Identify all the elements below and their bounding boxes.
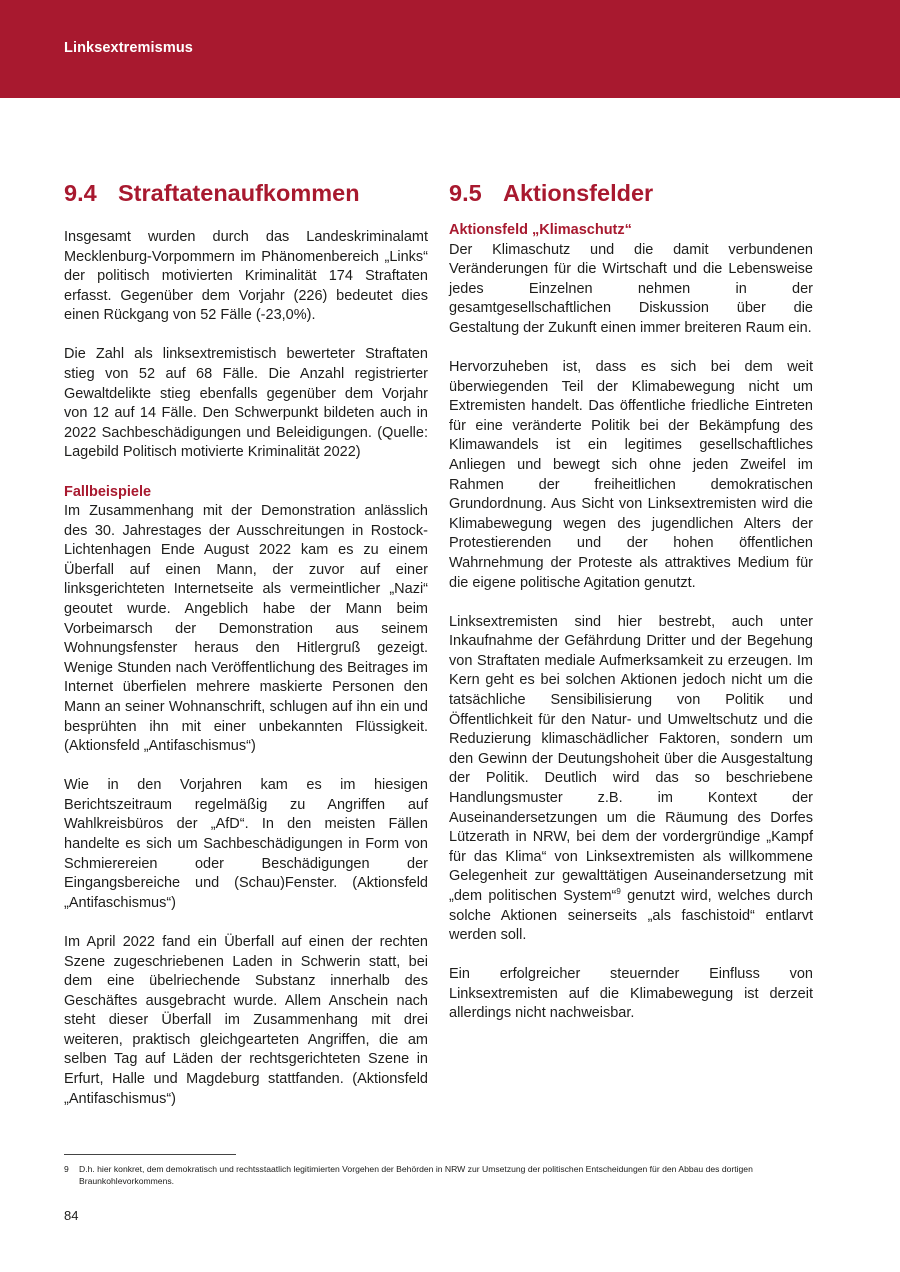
section-title: Straftatenaufkommen: [118, 180, 360, 206]
page-number: 84: [64, 1208, 79, 1223]
section-title: Aktionsfelder: [503, 180, 654, 206]
right-column: [449, 178, 813, 1043]
section-heading-9-4: [64, 178, 428, 208]
footnote: [64, 1163, 814, 1187]
paragraph: Im April 2022 fand ein Überfall auf einen der rechten Szene zugeschriebenen Laden in Schwerin statt, bei dem eine übelriechende Substanz innerhalb des Geschäftes ausgebracht wurde. Allem Anschein nach steht dieser Überfall im Zusammenhang mit drei weiteren, praktisch gleichgearteten Angriffen, die am selben Tag auf Läden der rechtsgerichteten Szene in Erfurt, Halle und Magdeburg stattfanden. (Aktionsfeld „Antifaschismus“): [64, 933, 428, 1107]
header-band: [0, 0, 900, 98]
paragraph: Ein erfolgreicher steuernder Einfluss von Linksextremisten auf die Klimabewegung ist derzeit allerdings nicht nachweisbar.: [449, 966, 813, 1022]
footnote-divider: [64, 1154, 236, 1155]
paragraph-text: Linksextremisten sind hier bestrebt, auch unter Inkaufnahme der Gefährdung Dritter und der Begehung von Straftaten mediale Aufmerksamkeit zu erzeugen. Im Kern geht es bei solchen Aktionen jedoch nicht um die tatsächliche Sensibilisierung von Politik und Öffentlichkeit für den Natur- und Umweltschutz und die Reduzierung klimaschädlicher Faktoren, sondern um den Gewinn der Deutungshoheit über die Ausgestaltung der Politik. Deutlich wird das so beschriebene Handlungsmuster z.B. im Kontext der Auseinandersetzungen um die Räumung des Dorfes Lützerath in NRW, bei dem der vordergründige „Kampf für das Klima“ von Linksextremisten als willkommene Gelegenheit zur gewalttätigen Auseinandersetzung mit „dem politischen System“: [449, 613, 813, 904]
footnote-text: D.h. hier konkret, dem demokratisch und rechtsstaatlich legitimierten Vorgehen der Behörden in NRW zur Umsetzung der politischen Entscheidungen für den Abbau des dortigen Braunkohlevorkommens.: [79, 1164, 753, 1186]
running-header-title: Linksextremismus: [64, 40, 193, 56]
subheading-fallbeispiele: Fallbeispiele: [64, 483, 152, 500]
paragraph: Wie in den Vorjahren kam es im hiesigen Berichtszeitraum regelmäßig zu Angriffen auf Wahlkreisbüros der „AfD“. In den meisten Fällen handelte es sich um Sachbeschädigungen in Form von Schmierereien oder Beschädigungen der Eingangsbereiche und (Schau)Fenster. (Aktionsfeld „Antifaschismus“): [64, 777, 428, 911]
footnote-reference[interactable]: 9: [616, 887, 621, 897]
paragraph-with-footnote-ref: [449, 613, 813, 946]
paragraph: Die Zahl als linksextremistisch bewerteter Straftaten stieg von 52 auf 68 Fälle. Die Anzahl registrierter Gewaltdelikte stieg ebenfalls gegenüber dem Vorjahr von 12 auf 14 Fälle. Den Schwerpunkt bildeten auch in 2022 Sachbeschädigungen und Beleidigungen. (Quelle: Lagebild Politisch motivierte Kriminalität 2022): [64, 346, 428, 461]
paragraph: Im Zusammenhang mit der Demonstration anlässlich des 30. Jahrestages der Ausschreitungen in Rostock-Lichtenhagen Ende August 2022 kam es zu einem Überfall auf einen Mann, der zuvor auf einer linksgerichteten Internetseite als vermeintlicher „Nazi“ geoutet wurde. Angeblich habe der Mann beim Vorbeimarsch der Demonstration aus seinem Wohnungsfenster heraus den Hitlergruß gezeigt. Wenige Stunden nach Veröffentlichung des Beitrages im Internet überfielen mehrere maskierte Personen den Mann an seiner Wohnanschrift, schlugen auf ihn ein und besprühten ihn mit einer unbekannten Flüssigkeit. (Aktionsfeld „Antifaschismus“): [64, 503, 428, 755]
section-number: 9.5: [449, 180, 482, 206]
paragraph: Der Klimaschutz und die damit verbundenen Veränderungen für die Wirtschaft und die Lebensweise jedes Einzelnen nehmen in der gesamtgesellschaftlichen Diskussion über die Gestaltung der Zukunft einen immer breiteren Raum ein.: [449, 241, 813, 336]
section-number: 9.4: [64, 180, 97, 206]
subheading-klimaschutz: Aktionsfeld „Klimaschutz“: [449, 222, 632, 238]
section-heading-9-5: [449, 178, 813, 208]
footnote-number: 9: [64, 1164, 69, 1174]
paragraph-text: genutzt wird, welches durch solche Aktionen seinerseits „als faschistoid“ entlarvt werden soll.: [449, 887, 814, 944]
paragraph: Insgesamt wurden durch das Landeskriminalamt Mecklenburg-Vorpommern im Phänomenbereich „Links“ der politisch motivierten Kriminalität 174 Straftaten erfasst. Gegenüber dem Vorjahr (226) bedeutet dies einen Rückgang von 52 Fälle (-23,0%).: [64, 229, 428, 324]
paragraph: Hervorzuheben ist, dass es sich bei dem weit überwiegenden Teil der Klimabewegung nicht um Extremisten handelt. Das öffentliche friedliche Eintreten für eine veränderte Politik bei der Bekämpfung des Klimawandels ist ein legitimes gesellschaftliches Anliegen und bewegt sich ohne jeden Zweifel im Rahmen der freiheitlichen demokratischen Grundordnung. Aus Sicht von Linksextremisten wird die Klimabewegung wegen des jugendlichen Alters der Protestierenden und der hohen öffentlichen Wahrnehmung der Proteste als attraktives Medium für die eigene politische Agitation genutzt.: [449, 358, 813, 591]
left-column: [64, 178, 428, 1129]
